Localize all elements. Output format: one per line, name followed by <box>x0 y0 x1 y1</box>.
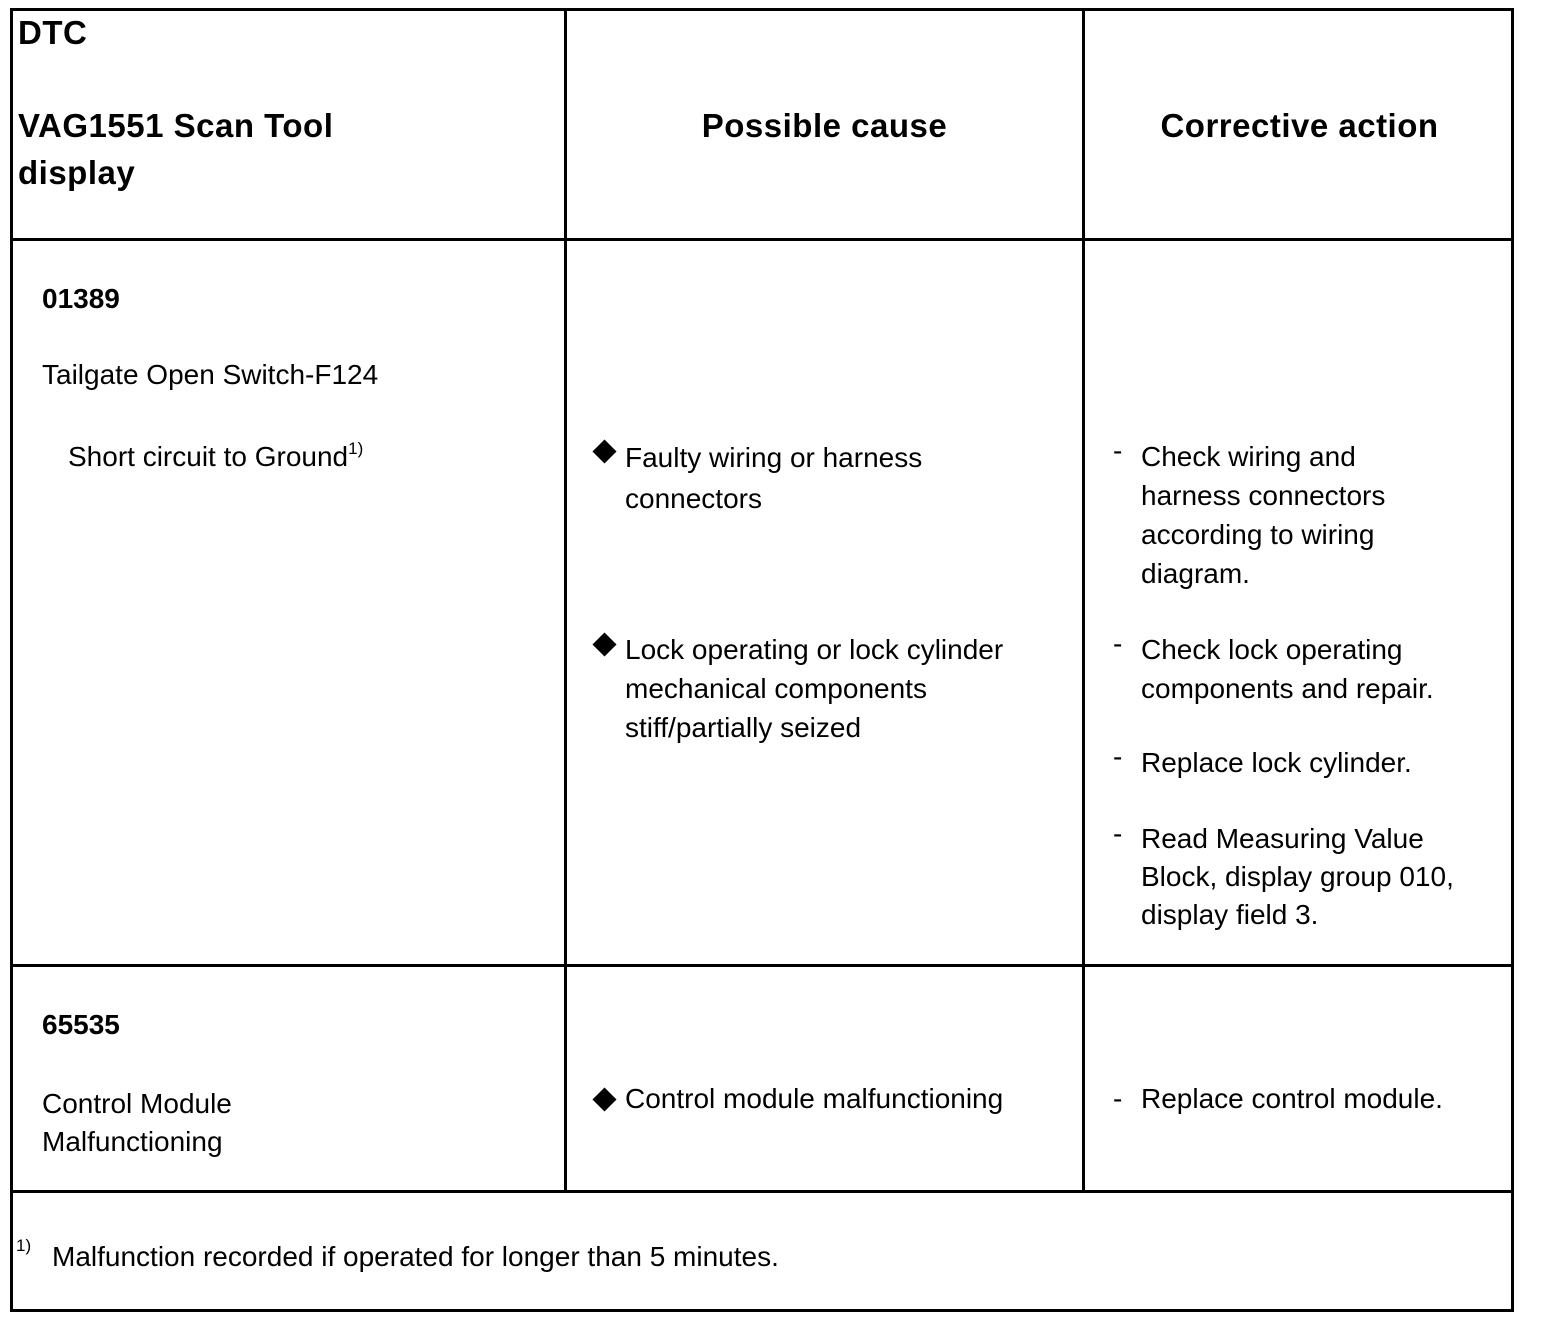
dash-bullet: - <box>1113 435 1123 466</box>
column-divider-1 <box>564 8 567 1193</box>
footnote-divider <box>10 1190 1514 1193</box>
action-item: Read Measuring Value Block, display group 010, display field 3. <box>1141 823 1454 930</box>
dash-bullet: - <box>1113 818 1123 849</box>
action-item: Check wiring and harness connectors according to wiring diagram. <box>1141 441 1386 589</box>
header-dtc: DTC <box>18 14 88 51</box>
footnote-marker: 1) <box>16 1236 32 1255</box>
header-scan-tool-line2: display <box>18 154 136 191</box>
dtc-component: Tailgate Open Switch-F124 <box>42 359 379 390</box>
action-item: Replace lock cylinder. <box>1141 747 1412 778</box>
header-divider <box>10 238 1514 241</box>
header-corrective-action: Corrective action <box>1160 107 1439 144</box>
dash-bullet: - <box>1113 628 1123 659</box>
header-possible-cause: Possible cause <box>701 107 948 144</box>
dash-bullet: - <box>1113 1083 1123 1114</box>
column-divider-2 <box>1082 8 1085 1193</box>
dtc-code: 01389 <box>42 283 120 314</box>
row-divider <box>10 964 1514 967</box>
cause-item: Lock operating or lock cylinder mechanical components stiff/partially seized <box>625 634 1004 743</box>
dash-bullet: - <box>1113 741 1123 772</box>
footnote-ref: 1) <box>348 439 364 458</box>
cause-item: Faulty wiring or harness connectors <box>625 442 923 514</box>
footnote-text: Malfunction recorded if operated for longer than 5 minutes. <box>52 1241 779 1272</box>
action-item: Check lock operating components and repair. <box>1141 634 1434 704</box>
dtc-fault: Short circuit to Ground$^{1)}$ <box>68 439 364 472</box>
dtc-component: Control Module Malfunctioning <box>42 1088 232 1157</box>
header-scan-tool-line1: VAG1551 Scan Tool <box>18 107 334 144</box>
dtc-code: 65535 <box>42 1009 120 1040</box>
cause-item: Control module malfunctioning <box>625 1083 1004 1114</box>
action-item: Replace control module. <box>1141 1083 1443 1114</box>
